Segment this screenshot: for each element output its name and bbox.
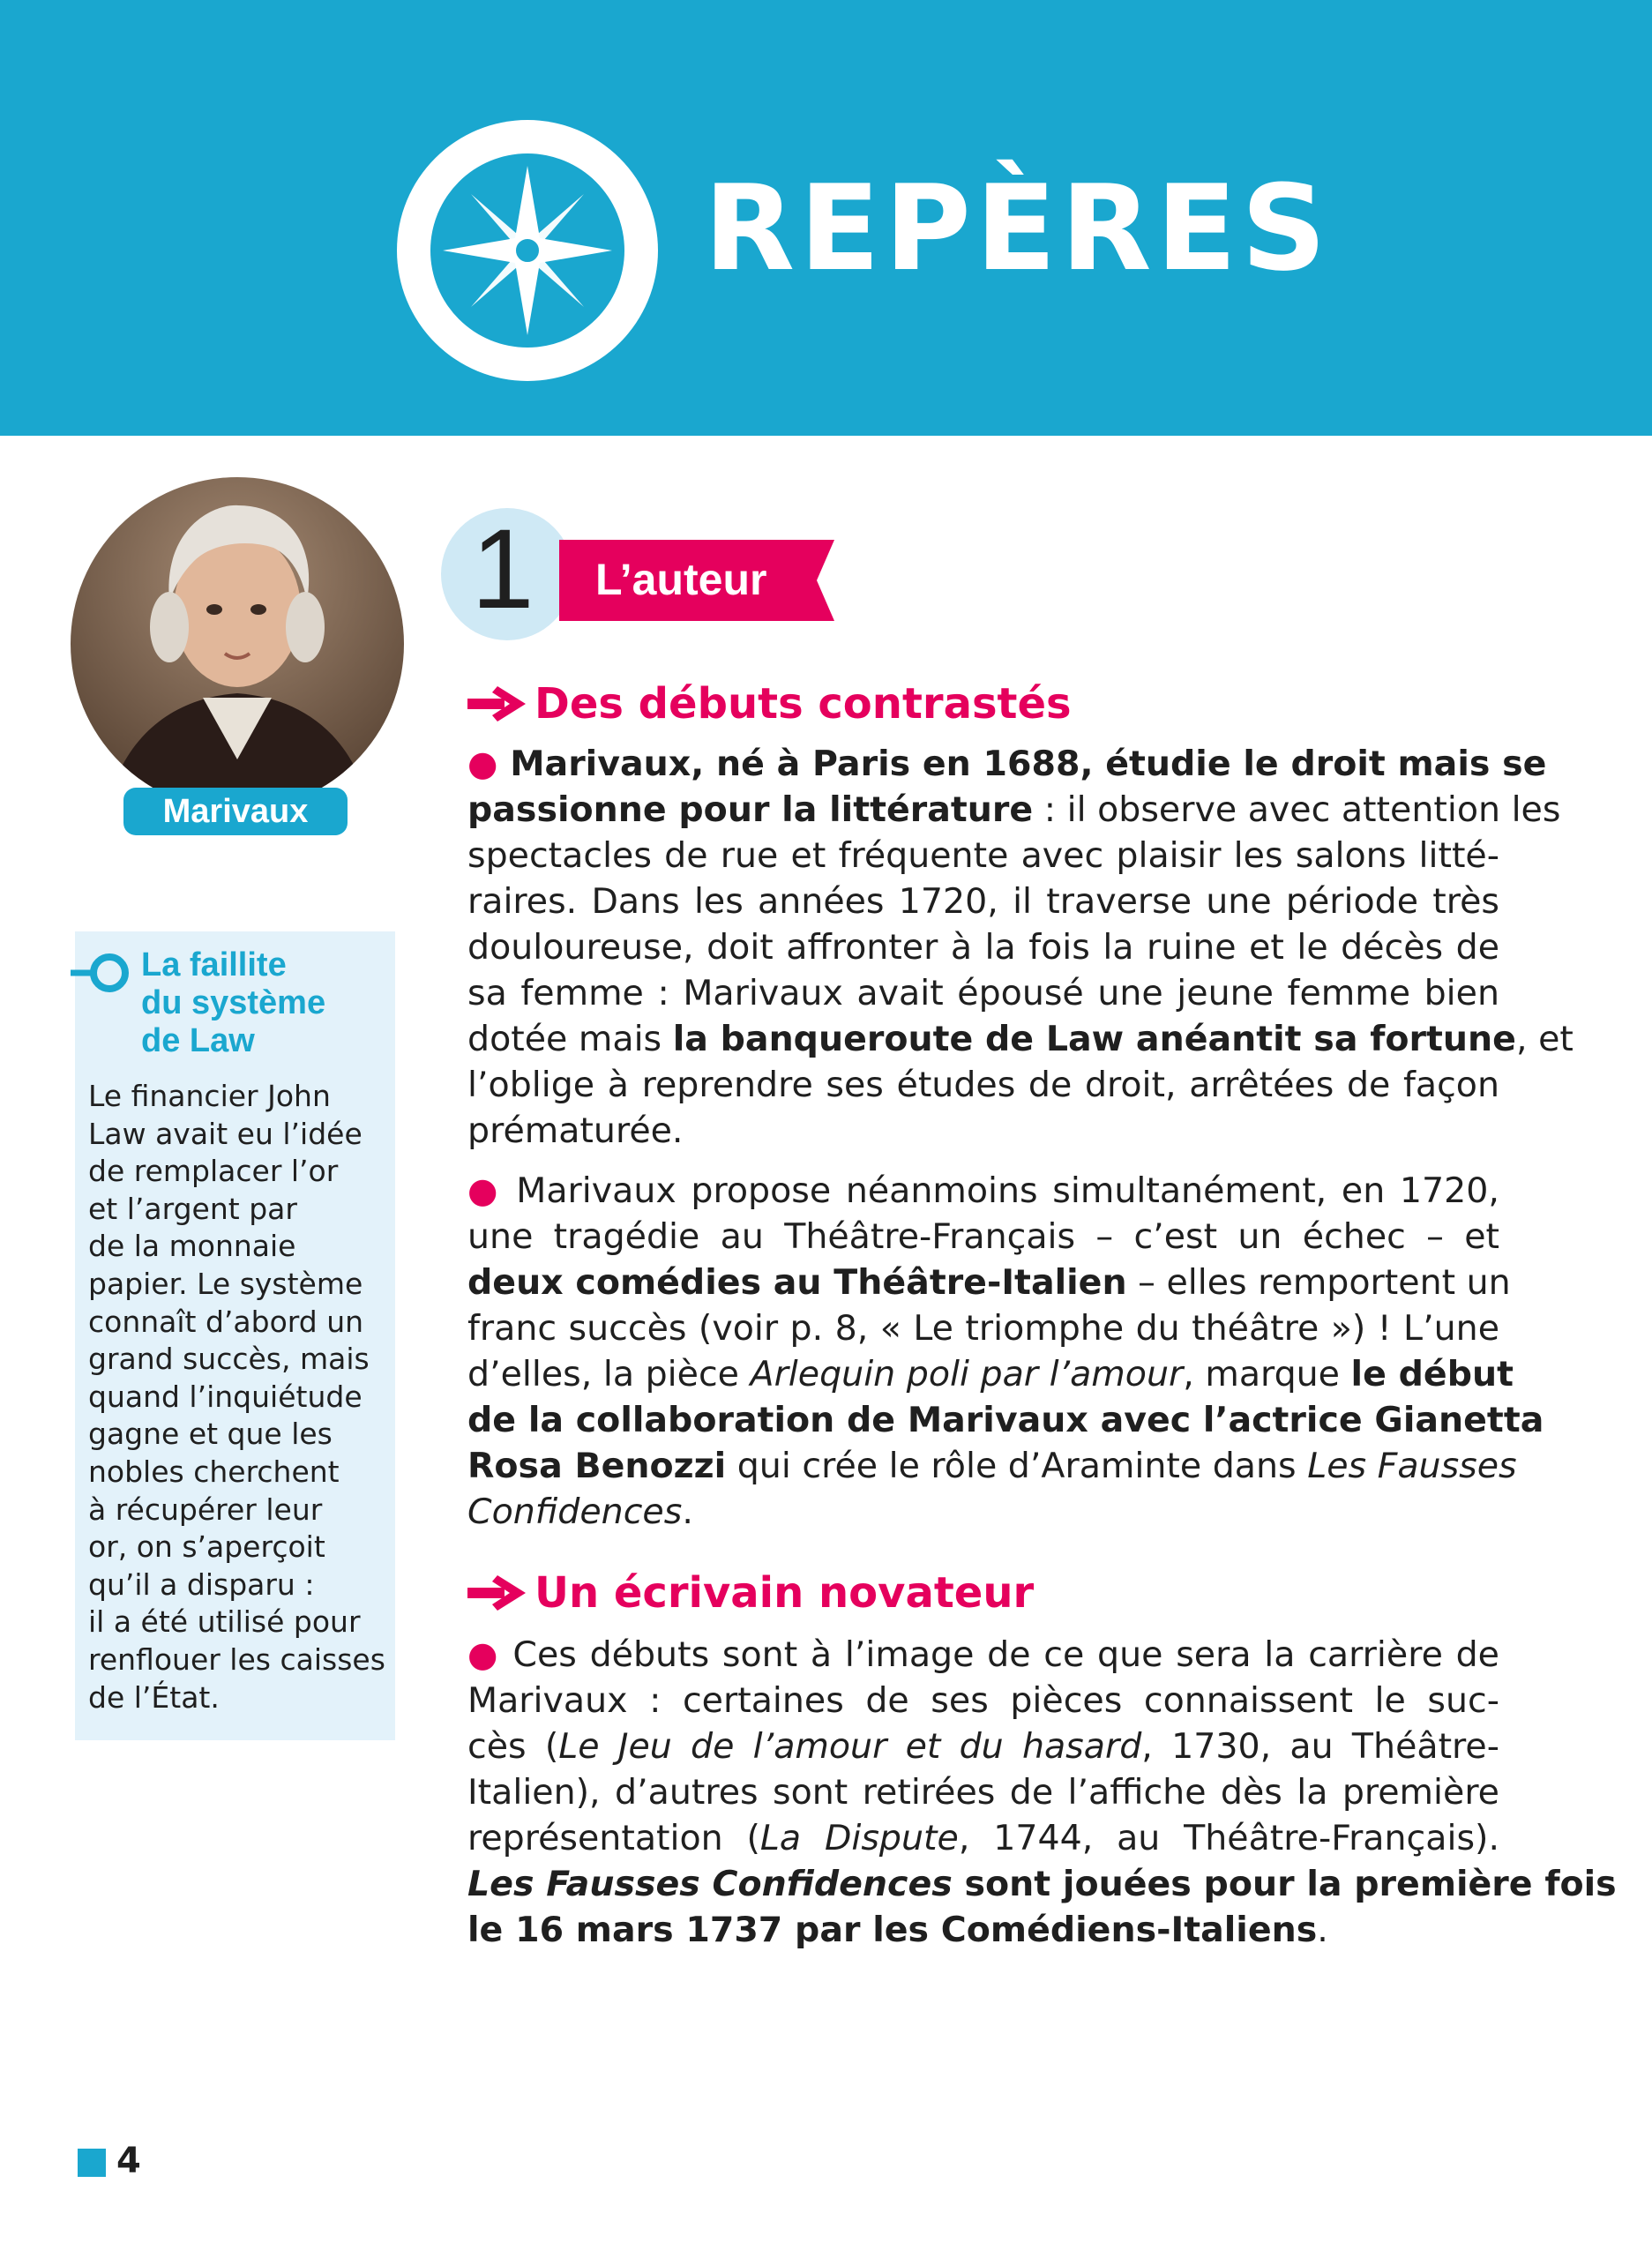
arrow-right-icon (467, 1575, 526, 1611)
paragraph-debuts-2: ● Marivaux propose néanmoins simultanément, en 1720, une tragédie au Théâtre-Français – c’est un échec – et deux comédies au Théâtre-Italien – elles remportent un franc succès (voir p. 8, « Le triomphe du théâtre ») ! L’une d’elles, la pièce Arlequin poli par l’amour, marque le début de la collaboration de Marivaux avec l’actrice Gianetta Rosa Benozzi qui crée le rôle d’Araminte dans Les Fausses Confidences. (467, 1170, 1544, 1532)
section-number: 1 (471, 506, 534, 632)
section-label: L’auteur (595, 555, 767, 604)
page-title: REPÈRES (704, 160, 1331, 297)
info-box-title: La faillite du système de Law (141, 946, 326, 1059)
page-number: 4 (116, 2141, 141, 2181)
magnifier-icon (71, 951, 134, 995)
info-box-text: Le financier John Law avait eu l’idée de remplacer l’or et l’argent par de la monnaie papier. Le système connaît d’abord un grand succès, mais quand l’inquiétude gagne et que les nobles cherchent à récupérer leur or, on s’aperçoit qu’il a disparu : il a été utilisé pour renflouer les caisses de l’État. (88, 1079, 385, 1715)
portrait-image (71, 477, 404, 811)
paragraph-novateur: ● Ces débuts sont à l’image de ce que sera la carrière de Marivaux : certaines de ses pièces connaissent le suc- cès (Le Jeu de l’amour et du hasard, 1730, au Théâtre- Italien), d’autres sont retirées de l’affiche dès la première représentation (La Dispute, 1744, au Théâtre-Français). Les Fausses Confidences sont jouées pour la première fois le 16 mars 1737 par les Comédiens-Italiens. (467, 1634, 1617, 1950)
compass-icon (393, 116, 662, 385)
arrow-right-icon (467, 686, 526, 722)
page-marker (78, 2149, 106, 2177)
subheading-novateur: Un écrivain novateur (467, 1566, 1034, 1619)
paragraph-debuts-1: ● Marivaux, né à Paris en 1688, étudie le droit mais se passionne pour la littérature : il observe avec attention les spectacles de rue et fréquente avec plaisir les salons litté- raires. Dans les années 1720, il traverse une période très douloureuse, doit affronter à la fois la ruine et le décès de sa femme : Marivaux avait épousé une jeune femme bien dotée mais la banqueroute de Law anéantit sa fortune, et l’oblige à reprendre ses études de droit, arrêtées de façon prématurée. (467, 744, 1574, 1151)
portrait-caption: Marivaux (123, 788, 348, 835)
subheading-debuts: Des débuts contrastés (467, 677, 1072, 730)
